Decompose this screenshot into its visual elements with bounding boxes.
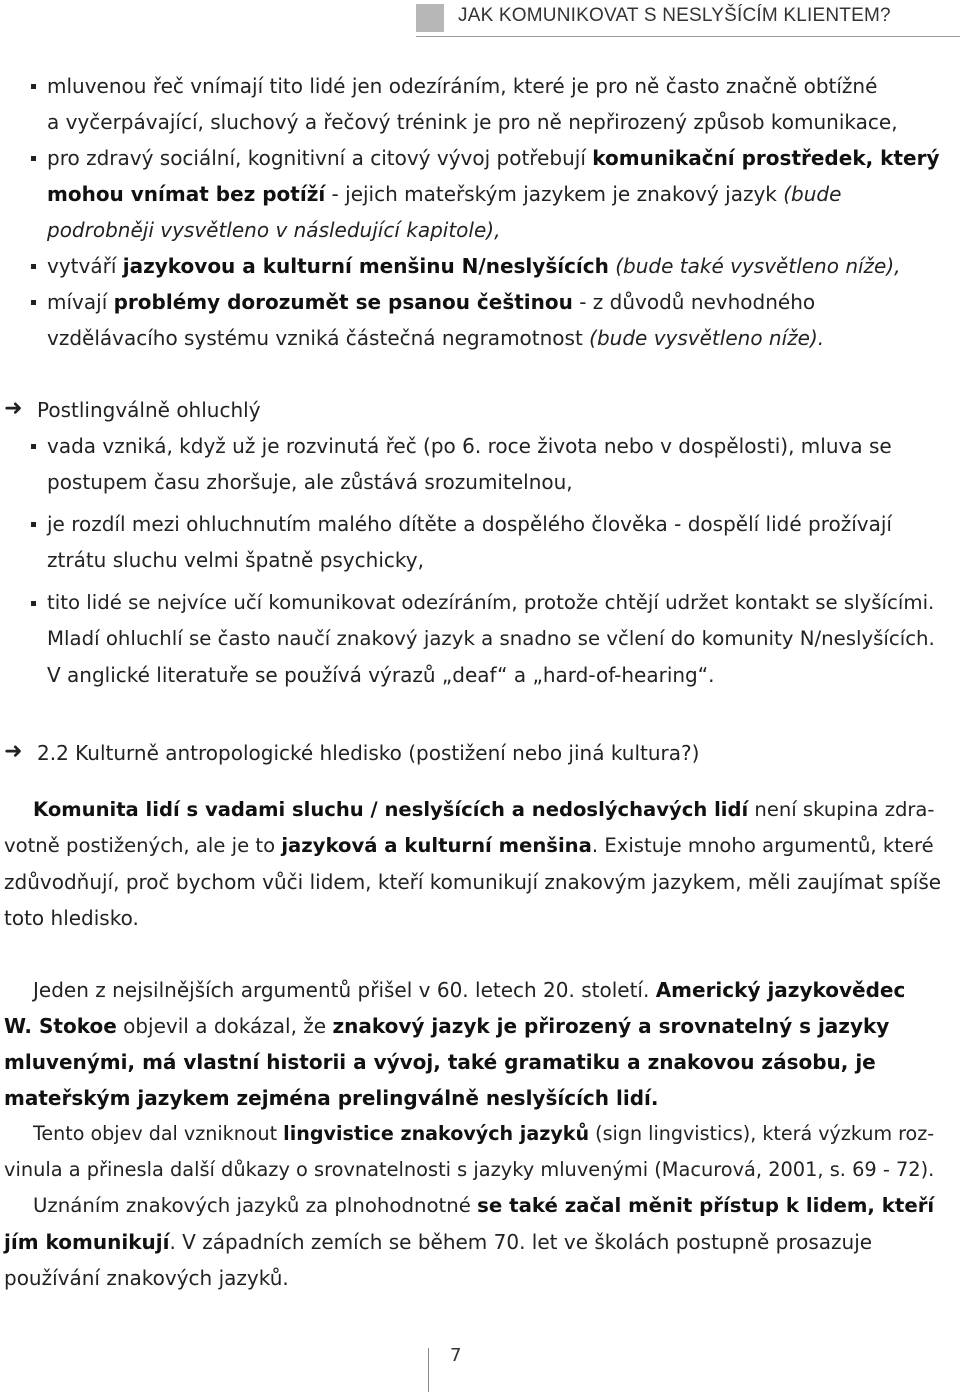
header-rule <box>416 36 960 37</box>
bullet <box>31 601 36 606</box>
list1-item2-line2: mohou vnímat bez potíží - jejich mateřským jazykem je znakový jazyk (bude <box>47 182 842 206</box>
list1-item3: vytváří jazykovou a kulturní menšinu N/neslyšících (bude také vysvětleno níže), <box>47 254 901 278</box>
post-item1-line2: postupem času zhoršuje, ale zůstává srozumitelnou, <box>47 470 573 494</box>
section-22-title: 2.2 Kulturně antropologické hledisko (postižení nebo jiná kultura?) <box>37 741 700 765</box>
list1-item1-line2: a vyčerpávající, sluchový a řečový trénink je pro ně nepřirozený způsob komunikace, <box>47 110 898 134</box>
para2-line4: mateřským jazykem zejména prelingválně neslyšících lidí. <box>4 1086 659 1110</box>
list1-item4-line2: vzdělávacího systému vzniká částečná negramotnost (bude vysvětleno níže). <box>47 326 825 350</box>
para2-line1: Jeden z nejsilnějších argumentů přišel v 60. letech 20. století. Americký jazykovědec <box>33 978 906 1002</box>
arrow-right-icon: ➜ <box>4 396 23 421</box>
list1-item2-line3: podrobněji vysvětleno v následující kapitole), <box>47 218 501 242</box>
section-post-title: Postlingválně ohluchlý <box>37 398 261 422</box>
post-item1-line1: vada vzniká, když už je rozvinutá řeč (po 6. roce života nebo v dospělosti), mluva se <box>47 434 892 458</box>
para2-line3: mluvenými, má vlastní historii a vývoj, také gramatiku a znakovou zásobu, je <box>4 1050 876 1074</box>
arrow-right-icon: ➜ <box>4 739 23 764</box>
para2-line2: W. Stokoe objevil a dokázal, že znakový jazyk je přirozený a srovnatelný s jazyky <box>4 1014 890 1038</box>
bullet <box>31 522 36 527</box>
para1-line3: zdůvodňují, proč bychom vůči lidem, kteří komunikují znakovým jazykem, měli zaujímat spíše <box>4 870 942 894</box>
list1-item2-line1: pro zdravý sociální, kognitivní a citový vývoj potřebují komunikační prostředek, který <box>47 146 940 170</box>
para1-line1: Komunita lidí s vadami sluchu / neslyšících a nedoslýchavých lidí není skupina zdra- <box>33 798 935 821</box>
para4-line3: používání znakových jazyků. <box>4 1266 289 1290</box>
bullet <box>31 156 36 161</box>
post-item2-line2: ztrátu sluchu velmi špatně psychicky, <box>47 548 424 572</box>
para4-line1: Uznáním znakových jazyků za plnohodnotné se také začal měnit přístup k lidem, kteří <box>33 1194 935 1217</box>
para3-line2: vinula a přinesla další důkazy o srovnatelnosti s jazyky mluvenými (Macurová, 2001, s. 69 - 72). <box>4 1158 935 1181</box>
list1-item1-line1: mluvenou řeč vnímají tito lidé jen odezíráním, které je pro ně často značně obtížné <box>47 74 878 98</box>
post-item3-line3: V anglické literatuře se používá výrazů „deaf“ a „hard-of-hearing“. <box>47 663 715 687</box>
header-block <box>416 4 444 32</box>
header-title: JAK KOMUNIKOVAT S NESLYŠÍCÍM KLIENTEM? <box>458 5 891 26</box>
bullet <box>31 264 36 269</box>
bullet <box>31 300 36 305</box>
bullet <box>31 84 36 89</box>
para4-line2: jím komunikují. V západních zemích se během 70. let ve školách postupně prosazuje <box>4 1230 873 1254</box>
list1-item4-line1: mívají problémy dorozumět se psanou češtinou - z důvodů nevhodného <box>47 290 816 314</box>
page-number: 7 <box>450 1345 462 1366</box>
post-item3-line1: tito lidé se nejvíce učí komunikovat odezíráním, protože chtějí udržet kontakt se slyšícími. <box>47 591 935 614</box>
bullet <box>31 444 36 449</box>
page-number-rule <box>428 1348 429 1392</box>
para1-line4: toto hledisko. <box>4 906 139 930</box>
post-item3-line2: Mladí ohluchlí se často naučí znakový jazyk a snadno se včlení do komunity N/neslyšících. <box>47 627 935 650</box>
post-item2-line1: je rozdíl mezi ohluchnutím malého dítěte a dospělého člověka - dospělí lidé prožívají <box>47 512 892 536</box>
para3-line1: Tento objev dal vzniknout lingvistice znakových jazyků (sign lingvistics), která výzkum roz- <box>33 1122 935 1145</box>
para1-line2: votně postižených, ale je to jazyková a kulturní menšina. Existuje mnoho argumentů, které <box>4 834 934 857</box>
